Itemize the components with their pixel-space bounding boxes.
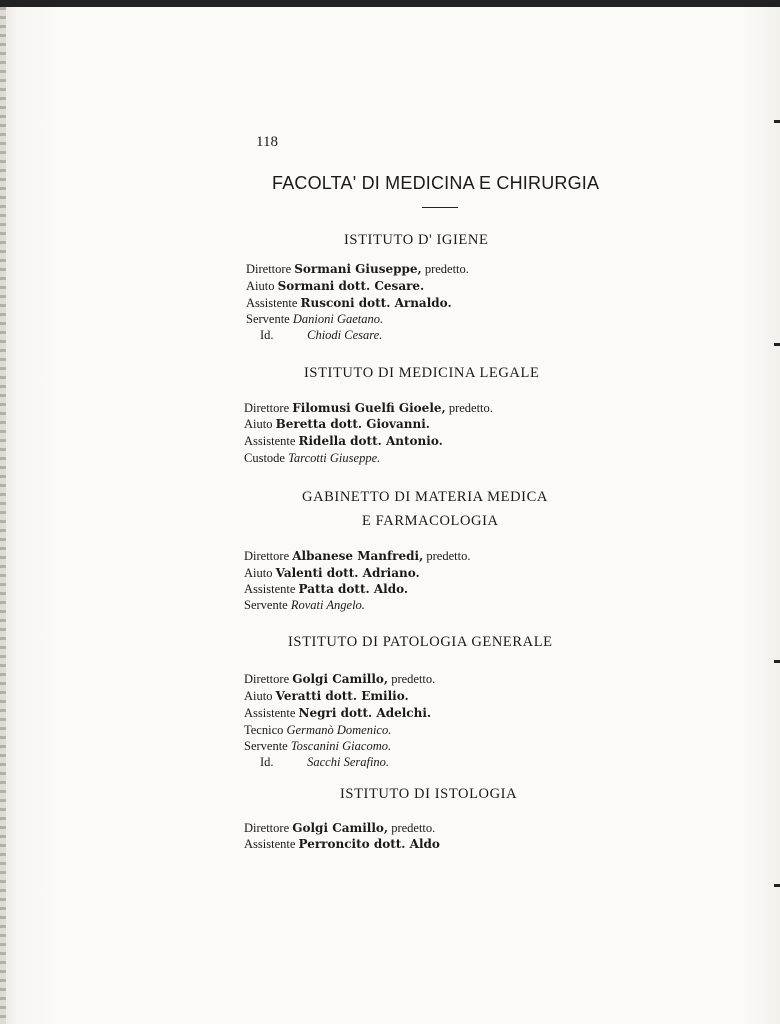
staff-note: predetto. — [426, 549, 471, 563]
edge-mark — [774, 120, 780, 123]
staff-role: Direttore — [244, 401, 290, 415]
staff-note: predetto. — [424, 262, 469, 276]
staff-name: Ridella dott. Antonio. — [298, 434, 443, 448]
staff-line — [244, 400, 493, 417]
staff-name: Sormani dott. Cesare. — [277, 279, 425, 293]
staff-role: Direttore — [244, 549, 290, 563]
staff-line — [246, 295, 452, 312]
staff-line — [244, 688, 409, 705]
staff-name-italic: Chiodi Cesare. — [307, 328, 383, 342]
staff-line — [244, 450, 380, 467]
section-heading-istologia: ISTITUTO DI ISTOLOGIA — [340, 786, 518, 802]
staff-line — [244, 671, 435, 688]
staff-name-italic: Danioni Gaetano. — [292, 312, 384, 326]
staff-line — [244, 820, 435, 837]
staff-role: Aiuto — [244, 417, 273, 431]
staff-role: Assistente — [246, 296, 298, 310]
staff-line — [246, 261, 469, 278]
staff-role: Assistente — [244, 837, 296, 851]
staff-name-italic: Rovati Angelo. — [290, 598, 365, 612]
staff-name: Veratti dott. Emilio. — [275, 689, 409, 703]
staff-role: Direttore — [246, 262, 292, 276]
staff-name: Sormani Giuseppe, — [294, 262, 422, 276]
top-border — [0, 0, 780, 7]
staff-name: Golgi Camillo, — [292, 821, 389, 835]
staff-name-italic: Toscanini Giacomo. — [290, 739, 392, 753]
staff-name: Rusconi dott. Arnaldo. — [300, 296, 452, 310]
staff-role: Servente — [246, 312, 290, 326]
staff-role: Aiuto — [244, 566, 273, 580]
staff-line — [244, 416, 430, 433]
staff-line — [246, 311, 383, 328]
section-heading-medicina-legale: ISTITUTO DI MEDICINA LEGALE — [304, 365, 540, 381]
staff-role: Assistente — [244, 582, 296, 596]
staff-line — [244, 738, 391, 755]
staff-note: predetto. — [391, 821, 436, 835]
staff-name: Patta dott. Aldo. — [298, 582, 409, 596]
binding-edge — [0, 7, 6, 1024]
staff-line — [244, 836, 440, 853]
staff-name: Golgi Camillo, — [292, 672, 389, 686]
staff-role: Servente — [244, 739, 288, 753]
staff-line — [260, 754, 389, 771]
staff-name-italic: Sacchi Serafino. — [307, 755, 390, 769]
staff-role: Custode — [244, 451, 285, 465]
staff-line — [244, 581, 408, 598]
edge-mark — [774, 343, 780, 346]
staff-name: Beretta dott. Giovanni. — [275, 417, 430, 431]
staff-note: predetto. — [448, 401, 493, 415]
staff-role: Id. — [260, 328, 274, 342]
section-heading-materia-medica: GABINETTO DI MATERIA MEDICA — [302, 489, 548, 505]
staff-role: Servente — [244, 598, 288, 612]
staff-role: Id. — [260, 755, 274, 769]
staff-name: Perroncito dott. Aldo — [298, 837, 440, 851]
page-number: 118 — [256, 134, 278, 150]
staff-line — [244, 548, 470, 565]
staff-name-italic: Germanò Domenico. — [286, 723, 392, 737]
staff-role: Aiuto — [244, 689, 273, 703]
staff-line — [246, 278, 424, 295]
section-heading-farmacologia: E FARMACOLOGIA — [362, 513, 499, 529]
staff-role: Direttore — [244, 821, 290, 835]
staff-name: Valenti dott. Adriano. — [275, 566, 420, 580]
edge-mark — [774, 660, 780, 663]
staff-line — [244, 433, 443, 450]
section-heading-igiene: ISTITUTO D' IGIENE — [344, 232, 489, 248]
staff-line — [244, 597, 365, 614]
title-rule — [422, 207, 458, 208]
staff-line — [244, 705, 431, 722]
staff-note: predetto. — [391, 672, 436, 686]
staff-role: Tecnico — [244, 723, 284, 737]
staff-name-italic: Tarcotti Giuseppe. — [288, 451, 381, 465]
staff-line — [260, 327, 382, 344]
faculty-title: FACOLTA' DI MEDICINA E CHIRURGIA — [272, 173, 600, 193]
staff-name: Negri dott. Adelchi. — [298, 706, 432, 720]
staff-line — [244, 565, 420, 582]
staff-name: Albanese Manfredi, — [292, 549, 424, 563]
section-heading-patologia: ISTITUTO DI PATOLOGIA GENERALE — [288, 634, 553, 650]
staff-role: Assistente — [244, 706, 296, 720]
edge-mark — [774, 884, 780, 887]
staff-role: Assistente — [244, 434, 296, 448]
staff-role: Direttore — [244, 672, 290, 686]
staff-line — [244, 722, 391, 739]
staff-role: Aiuto — [246, 279, 275, 293]
staff-name: Filomusi Guelfi Gioele, — [292, 401, 446, 415]
